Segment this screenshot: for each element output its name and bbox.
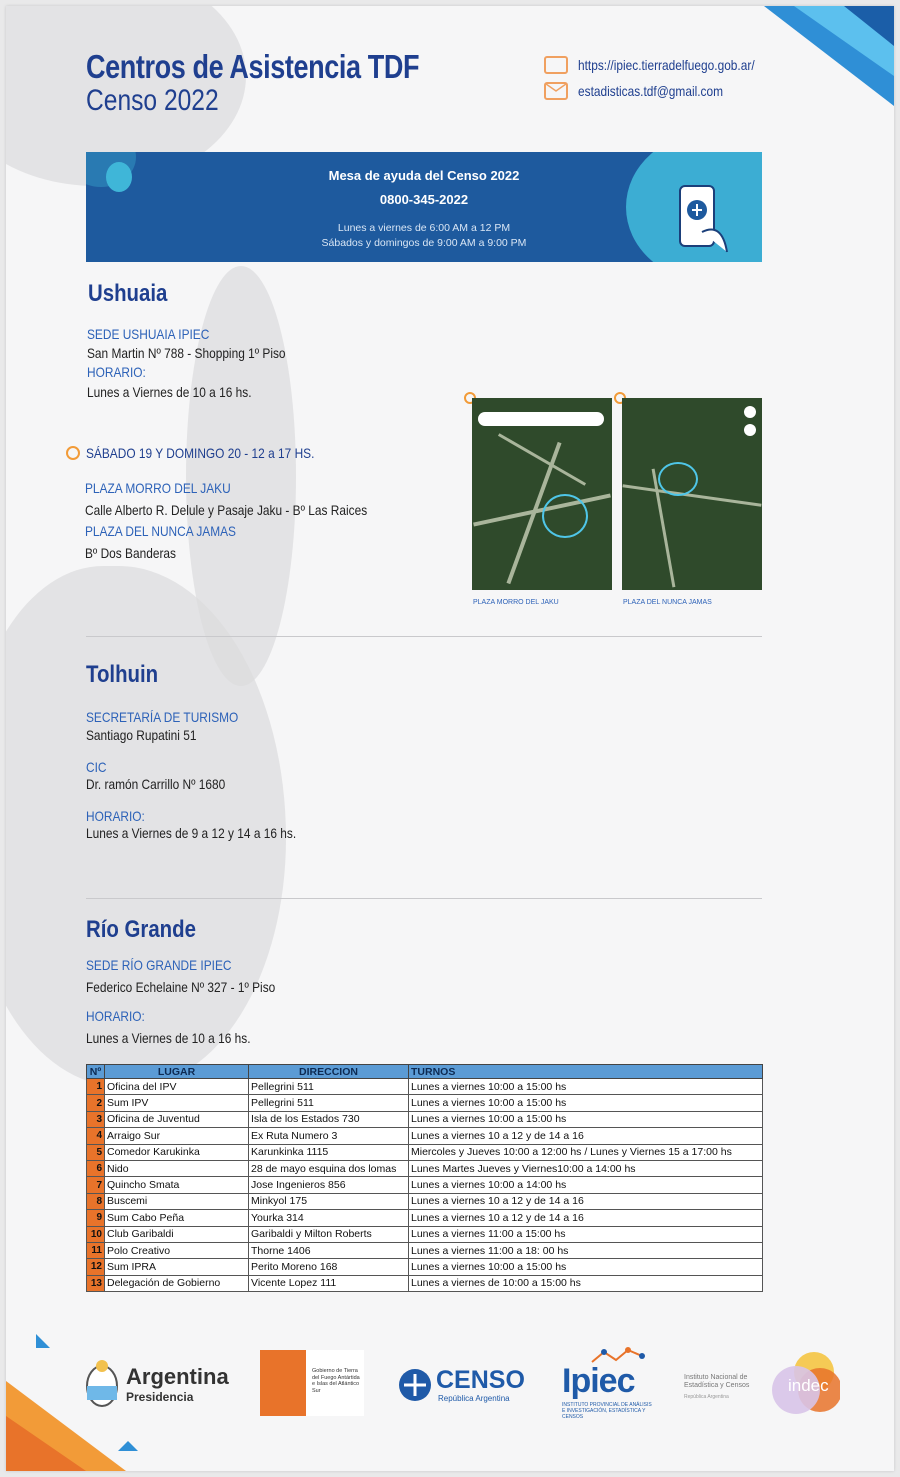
place-cell: Buscemi bbox=[105, 1193, 249, 1209]
map-plaza-morro[interactable] bbox=[472, 398, 612, 590]
horario-rio-grande: Lunes a Viernes de 10 a 16 hs. bbox=[86, 1030, 251, 1046]
banner-phone: 0800-345-2022 bbox=[379, 192, 469, 207]
page-title: Centros de Asistencia TDF bbox=[86, 48, 420, 85]
gobierno-text: Gobierno de Tierra del Fuego Antártida e Islas del Atlántico Sur bbox=[312, 1368, 360, 1394]
row-number: 9 bbox=[87, 1210, 105, 1226]
row-number: 6 bbox=[87, 1160, 105, 1176]
censo-logo bbox=[398, 1366, 528, 1410]
address-cell: Vicente Lopez 111 bbox=[249, 1275, 409, 1291]
censo-text: CENSO bbox=[436, 1366, 525, 1394]
map-area-outline bbox=[542, 494, 588, 538]
table-row bbox=[87, 1226, 763, 1242]
divider bbox=[86, 636, 762, 637]
indec-institute-text: Instituto Nacional de Estadística y Censos bbox=[684, 1374, 750, 1390]
row-number: 10 bbox=[87, 1226, 105, 1242]
sede-ushuaia-address: San Martin Nº 788 - Shopping 1º Piso bbox=[87, 345, 286, 361]
row-number: 13 bbox=[87, 1275, 105, 1291]
help-desk-banner bbox=[86, 152, 762, 262]
cic-label: CIC bbox=[86, 759, 107, 775]
website-link[interactable] bbox=[544, 56, 786, 74]
national-shield-icon bbox=[84, 1356, 120, 1408]
address-cell: Thorne 1406 bbox=[249, 1242, 409, 1258]
horario-label: HORARIO: bbox=[86, 808, 145, 824]
address-cell: Pellegrini 511 bbox=[249, 1079, 409, 1095]
divider bbox=[86, 898, 762, 899]
place-cell: Arraigo Sur bbox=[105, 1128, 249, 1144]
table-row bbox=[87, 1079, 763, 1095]
plaza-morro-address: Calle Alberto R. Delule y Pasaje Jaku - Bº Las Raices bbox=[85, 502, 368, 518]
mail-icon bbox=[544, 82, 568, 100]
table-header-row bbox=[87, 1065, 763, 1079]
table-row bbox=[87, 1128, 763, 1144]
hours-cell: Lunes a viernes 10 a 12 y de 14 a 16 bbox=[409, 1128, 763, 1144]
map-control[interactable] bbox=[744, 406, 756, 418]
column-header: DIRECCION bbox=[249, 1065, 409, 1079]
row-number: 2 bbox=[87, 1095, 105, 1111]
plaza-nunca-address: Bº Dos Banderas bbox=[85, 545, 177, 561]
hours-cell: Miercoles y Jueves 10:00 a 12:00 hs / Lunes y Viernes 15 a 17:00 hs bbox=[409, 1144, 763, 1160]
row-number: 5 bbox=[87, 1144, 105, 1160]
table-row bbox=[87, 1210, 763, 1226]
address-cell: Yourka 314 bbox=[249, 1210, 409, 1226]
map-road bbox=[498, 433, 586, 486]
banner-title: Mesa de ayuda del Censo 2022 bbox=[328, 168, 520, 183]
website-url[interactable]: https://ipiec.tierradelfuego.gob.ar/ bbox=[578, 57, 755, 73]
gobierno-emblem-icon bbox=[260, 1350, 306, 1416]
map2-caption: PLAZA DEL NUNCA JAMAS bbox=[623, 599, 712, 606]
indec-text: indec bbox=[788, 1376, 829, 1395]
hours-cell: Lunes a viernes 10:00 a 14:00 hs bbox=[409, 1177, 763, 1193]
address-cell: Perito Moreno 168 bbox=[249, 1259, 409, 1275]
presidencia-text: Presidencia bbox=[126, 1390, 194, 1404]
weekend-schedule: SÁBADO 19 Y DOMINGO 20 - 12 a 17 HS. bbox=[86, 445, 315, 461]
hours-cell: Lunes a viernes 11:00 a 15:00 hs bbox=[409, 1226, 763, 1242]
table-row bbox=[87, 1259, 763, 1275]
table-row bbox=[87, 1242, 763, 1258]
hours-cell: Lunes a viernes 10:00 a 15:00 hs bbox=[409, 1079, 763, 1095]
horario-label: HORARIO: bbox=[87, 364, 146, 380]
plaza-morro-label: PLAZA MORRO DEL JAKU bbox=[85, 480, 231, 496]
column-header: Nº bbox=[87, 1065, 105, 1079]
place-cell: Comedor Karukinka bbox=[105, 1144, 249, 1160]
row-number: 11 bbox=[87, 1242, 105, 1258]
argentina-text: Argentina bbox=[126, 1364, 229, 1389]
place-cell: Oficina del IPV bbox=[105, 1079, 249, 1095]
horario-tolhuin: Lunes a Viernes de 9 a 12 y 14 a 16 hs. bbox=[86, 825, 297, 841]
triangle-decoration bbox=[36, 1334, 50, 1348]
place-cell: Nido bbox=[105, 1160, 249, 1176]
table-row bbox=[87, 1275, 763, 1291]
address-cell: Jose Ingenieros 856 bbox=[249, 1177, 409, 1193]
map-area-outline bbox=[658, 462, 698, 496]
bullet-circle-icon bbox=[66, 446, 80, 460]
row-number: 4 bbox=[87, 1128, 105, 1144]
email-address[interactable]: estadisticas.tdf@gmail.com bbox=[578, 83, 724, 99]
table-row bbox=[87, 1193, 763, 1209]
hours-cell: Lunes a viernes 10:00 a 15:00 hs bbox=[409, 1259, 763, 1275]
row-number: 8 bbox=[87, 1193, 105, 1209]
horario-ushuaia: Lunes a Viernes de 10 a 16 hs. bbox=[87, 384, 252, 400]
table-row bbox=[87, 1160, 763, 1176]
horario-label: HORARIO: bbox=[86, 1008, 145, 1024]
sede-rio-grande-address: Federico Echelaine Nº 327 - 1º Piso bbox=[86, 979, 276, 995]
place-cell: Sum IPRA bbox=[105, 1259, 249, 1275]
indec-logo bbox=[684, 1350, 844, 1420]
ipiec-text: Ipiec bbox=[562, 1362, 635, 1400]
indec-subtext: República Argentina bbox=[684, 1394, 729, 1400]
section-heading-ushuaia: Ushuaia bbox=[88, 280, 168, 307]
place-cell: Sum Cabo Peña bbox=[105, 1210, 249, 1226]
hours-cell: Lunes a viernes 10:00 a 15:00 hs bbox=[409, 1111, 763, 1127]
ipiec-subtext: INSTITUTO PROVINCIAL DE ANÁLISIS E INVESTIGACIÓN, ESTADÍSTICA Y CENSOS bbox=[562, 1402, 652, 1420]
address-cell: Karunkinka 1115 bbox=[249, 1144, 409, 1160]
address-cell: Isla de los Estados 730 bbox=[249, 1111, 409, 1127]
address-cell: Garibaldi y Milton Roberts bbox=[249, 1226, 409, 1242]
banner-weekday-hours: Lunes a viernes de 6:00 AM a 12 PM bbox=[337, 222, 511, 234]
section-heading-tolhuin: Tolhuin bbox=[86, 661, 159, 688]
table-row bbox=[87, 1095, 763, 1111]
table-row bbox=[87, 1111, 763, 1127]
page-subtitle: Censo 2022 bbox=[86, 84, 219, 117]
hours-cell: Lunes a viernes 11:00 a 18: 00 hs bbox=[409, 1242, 763, 1258]
sede-rio-grande-label: SEDE RÍO GRANDE IPIEC bbox=[86, 957, 232, 973]
place-cell: Delegación de Gobierno bbox=[105, 1275, 249, 1291]
address-cell: Minkyol 175 bbox=[249, 1193, 409, 1209]
argentina-presidencia-logo bbox=[84, 1354, 234, 1410]
place-cell: Oficina de Juventud bbox=[105, 1111, 249, 1127]
document-page bbox=[6, 6, 894, 1471]
place-cell: Polo Creativo bbox=[105, 1242, 249, 1258]
hours-cell: Lunes a viernes de 10:00 a 15:00 hs bbox=[409, 1275, 763, 1291]
address-cell: Pellegrini 511 bbox=[249, 1095, 409, 1111]
secretaria-address: Santiago Rupatini 51 bbox=[86, 727, 197, 743]
hours-cell: Lunes a viernes 10 a 12 y de 14 a 16 bbox=[409, 1210, 763, 1226]
map1-caption: PLAZA MORRO DEL JAKU bbox=[473, 599, 559, 606]
row-number: 1 bbox=[87, 1079, 105, 1095]
table-body bbox=[87, 1079, 763, 1292]
sede-ushuaia-label: SEDE USHUAIA IPIEC bbox=[87, 326, 210, 342]
row-number: 7 bbox=[87, 1177, 105, 1193]
banner-weekend-hours: Sábados y domingos de 9:00 AM a 9:00 PM bbox=[321, 237, 527, 249]
column-header: TURNOS bbox=[409, 1065, 763, 1079]
monitor-icon bbox=[544, 56, 568, 74]
censo-subtext: República Argentina bbox=[438, 1394, 510, 1403]
place-cell: Club Garibaldi bbox=[105, 1226, 249, 1242]
place-cell: Quincho Smata bbox=[105, 1177, 249, 1193]
address-cell: Ex Ruta Numero 3 bbox=[249, 1128, 409, 1144]
gobierno-tdf-logo bbox=[260, 1350, 364, 1416]
email-link[interactable] bbox=[544, 82, 749, 100]
locations-table bbox=[86, 1064, 763, 1292]
table-row bbox=[87, 1177, 763, 1193]
plaza-nunca-label: PLAZA DEL NUNCA JAMAS bbox=[85, 523, 237, 539]
row-number: 12 bbox=[87, 1259, 105, 1275]
hours-cell: Lunes a viernes 10:00 a 15:00 hs bbox=[409, 1095, 763, 1111]
hours-cell: Lunes Martes Jueves y Viernes10:00 a 14:00 hs bbox=[409, 1160, 763, 1176]
cic-address: Dr. ramón Carrillo Nº 1680 bbox=[86, 776, 226, 792]
address-cell: 28 de mayo esquina dos lomas bbox=[249, 1160, 409, 1176]
row-number: 3 bbox=[87, 1111, 105, 1127]
column-header: LUGAR bbox=[105, 1065, 249, 1079]
place-cell: Sum IPV bbox=[105, 1095, 249, 1111]
map-search-bar[interactable] bbox=[478, 412, 604, 426]
section-heading-rio-grande: Río Grande bbox=[86, 916, 196, 943]
censo-globe-icon bbox=[398, 1368, 432, 1402]
secretaria-label: SECRETARÍA DE TURISMO bbox=[86, 709, 239, 725]
hours-cell: Lunes a viernes 10 a 12 y de 14 a 16 bbox=[409, 1193, 763, 1209]
map-plaza-nunca[interactable] bbox=[622, 398, 762, 590]
table-row bbox=[87, 1144, 763, 1160]
ipiec-logo bbox=[560, 1346, 660, 1422]
map-control[interactable] bbox=[744, 424, 756, 436]
